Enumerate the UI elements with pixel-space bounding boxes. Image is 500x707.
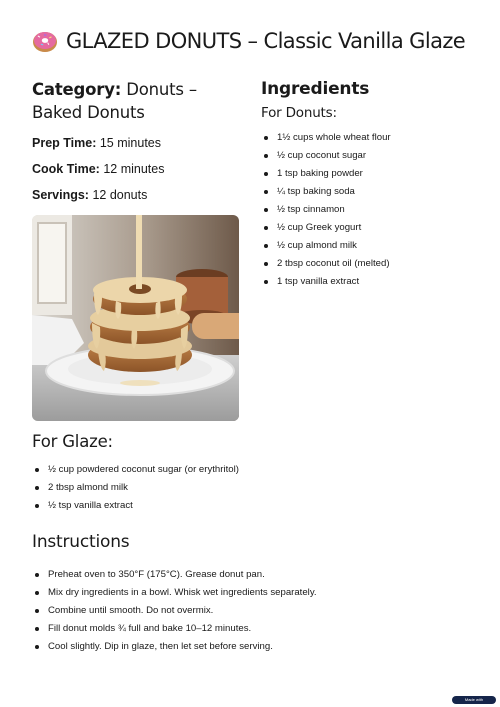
list-item: ¼ tsp baking soda — [261, 183, 481, 201]
list-item: ½ tsp vanilla extract — [32, 497, 332, 515]
category-value: Donuts – Baked Donuts — [32, 80, 197, 122]
category-line — [32, 78, 242, 124]
recipe-title — [32, 26, 472, 56]
glazed-donut-stack-photo — [32, 215, 239, 421]
prep-value: 15 minutes — [99, 136, 162, 150]
made-with-badge[interactable] — [452, 696, 496, 704]
ingredients-block — [261, 78, 471, 121]
list-item: 1½ cups whole wheat flour — [261, 129, 481, 147]
donut-ingredients-list — [261, 129, 481, 291]
list-item: ½ tsp cinnamon — [261, 201, 481, 219]
list-item: Combine until smooth. Do not overmix. — [32, 602, 452, 620]
cook-time — [32, 162, 164, 176]
donut-icon — [32, 28, 58, 54]
list-item: Preheat oven to 350°F (175°C). Grease donut pan. — [32, 566, 452, 584]
title-text: GLAZED DONUTS – Classic Vanilla Glaze — [66, 29, 466, 53]
cook-label: Cook Time: — [32, 162, 100, 176]
list-item: Mix dry ingredients in a bowl. Whisk wet ingredients separately. — [32, 584, 452, 602]
servings-label: Servings: — [32, 188, 89, 202]
list-item: ½ cup coconut sugar — [261, 147, 481, 165]
list-item: 2 tbsp almond milk — [32, 479, 332, 497]
list-item: ½ cup powdered coconut sugar (or erythritol) — [32, 461, 332, 479]
list-item: Fill donut molds ¾ full and bake 10–12 minutes. — [32, 620, 452, 638]
donut-photo — [32, 215, 239, 421]
category-block — [32, 78, 242, 124]
instructions-list — [32, 566, 452, 656]
badge-text: Made with — [464, 697, 484, 702]
for-donuts-heading: For Donuts: — [261, 105, 337, 121]
list-item: 2 tbsp coconut oil (melted) — [261, 255, 481, 273]
prep-time — [32, 136, 161, 150]
instructions-heading: Instructions — [32, 532, 130, 552]
category-label: Category: — [32, 80, 122, 99]
list-item: Cool slightly. Dip in glaze, then let set before serving. — [32, 638, 452, 656]
list-item: 1 tsp vanilla extract — [261, 273, 481, 291]
servings-value: 12 donuts — [92, 188, 148, 202]
cook-value: 12 minutes — [103, 162, 165, 176]
prep-label: Prep Time: — [32, 136, 97, 150]
for-glaze-heading: For Glaze: — [32, 432, 113, 451]
ingredients-heading: Ingredients — [261, 79, 370, 99]
glaze-ingredients-list — [32, 461, 332, 515]
list-item: ½ cup Greek yogurt — [261, 219, 481, 237]
servings — [32, 188, 147, 202]
list-item: ½ cup almond milk — [261, 237, 481, 255]
list-item: 1 tsp baking powder — [261, 165, 481, 183]
